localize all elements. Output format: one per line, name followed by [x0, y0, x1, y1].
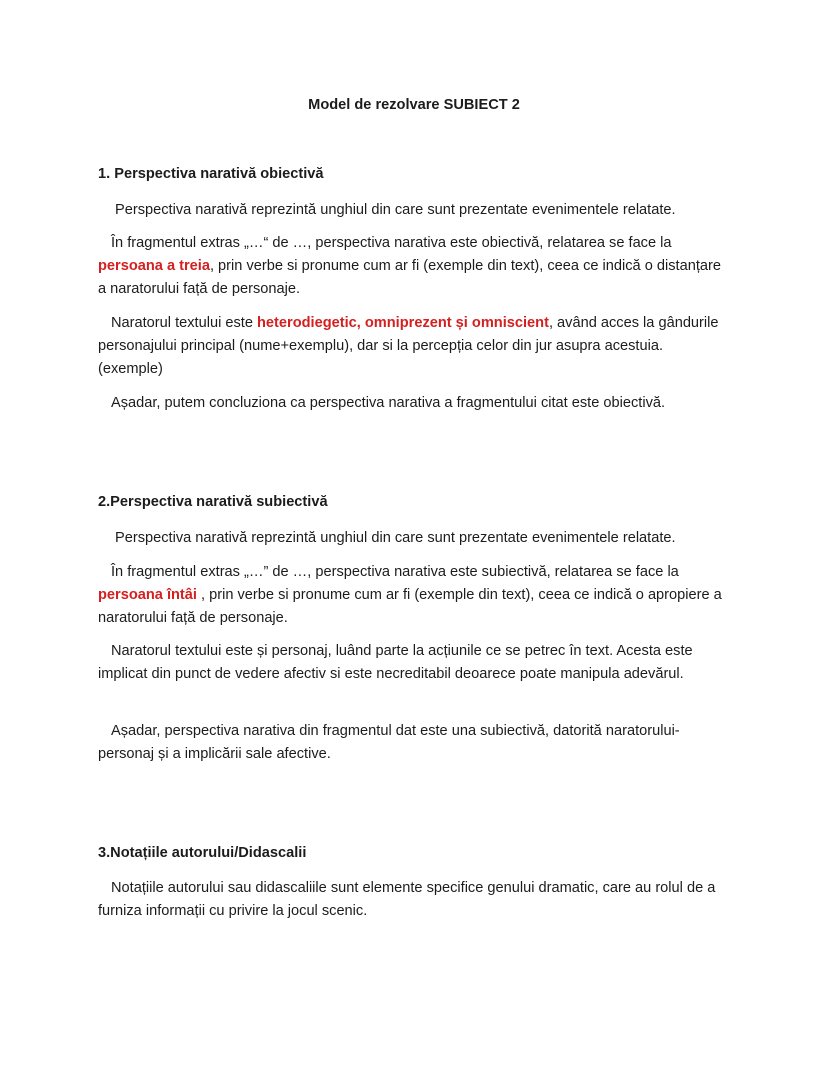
section-1-p3-text: Naratorul textului este [111, 315, 258, 331]
section-1-paragraph-4 [98, 392, 730, 415]
section-1-p1-text: Perspectiva narativă reprezintă unghiul din care sunt prezentate evenimentele relatate. [115, 202, 676, 218]
section-2-paragraph-4 [98, 720, 730, 766]
section-1-paragraph-2 [98, 232, 730, 301]
section-2-p2-highlight: persoana întâi [98, 587, 197, 603]
section-2-paragraph-1 [98, 527, 730, 550]
section-2-p4-text: Așadar, perspectiva narativa din fragmentul dat este una subiectivă, datorită naratorului-personaj și a implicării sale afective. [98, 723, 680, 762]
section-2-heading: 2.Perspectiva narativă subiectivă [98, 494, 328, 510]
section-2-p2-rest: , prin verbe si pronume cum ar fi (exemple din text), ceea ce indică o apropiere a naratorului față de personaje. [98, 587, 722, 626]
section-1-p2-rest: , prin verbe si pronume cum ar fi (exemple din text), ceea ce indică o distanțare a naratorului față de personaje. [98, 258, 721, 297]
section-3-paragraph-1 [98, 877, 730, 923]
section-2-p3-text: Naratorul textului este și personaj, luând parte la acțiunile ce se petrec în text. Acesta este implicat din punct de vedere afectiv si este necreditabil deoarece poate manipula adevărul. [98, 643, 693, 682]
section-1-p3-rest: , având acces la gândurile personajului principal (nume+exemplu), dar si la percepția celor din jur asupra acestuia. (exemple) [98, 315, 719, 377]
section-1-p2-text: În fragmentul extras „…“ de …, perspectiva narativa este obiectivă, relatarea se face la [111, 235, 672, 251]
section-3-p1-text: Notațiile autorului sau didascaliile sunt elemente specifice genului dramatic, care au rolul de a furniza informații cu privire la jocul scenic. [98, 880, 716, 919]
section-1-p4-text: Așadar, putem concluziona ca perspectiva narativa a fragmentului citat este obiectivă. [111, 395, 666, 411]
section-2-paragraph-2 [98, 561, 730, 630]
section-2-p2-text: În fragmentul extras „…” de …, perspectiva narativa este subiectivă, relatarea se face la [111, 564, 679, 580]
section-2-paragraph-3 [98, 640, 730, 686]
section-1-p3-highlight: heterodiegetic, omniprezent și omniscient [257, 315, 549, 331]
section-1-paragraph-1 [98, 199, 730, 222]
section-1-p2-highlight: persoana a treia [98, 258, 210, 274]
page-title: Model de rezolvare SUBIECT 2 [308, 97, 520, 113]
section-3-heading: 3.Notațiile autorului/Didascalii [98, 845, 307, 861]
section-1-heading: 1. Perspectiva narativă obiectivă [98, 166, 324, 182]
section-2-p1-text: Perspectiva narativă reprezintă unghiul din care sunt prezentate evenimentele relatate. [115, 530, 676, 546]
section-1-paragraph-3 [98, 312, 730, 381]
